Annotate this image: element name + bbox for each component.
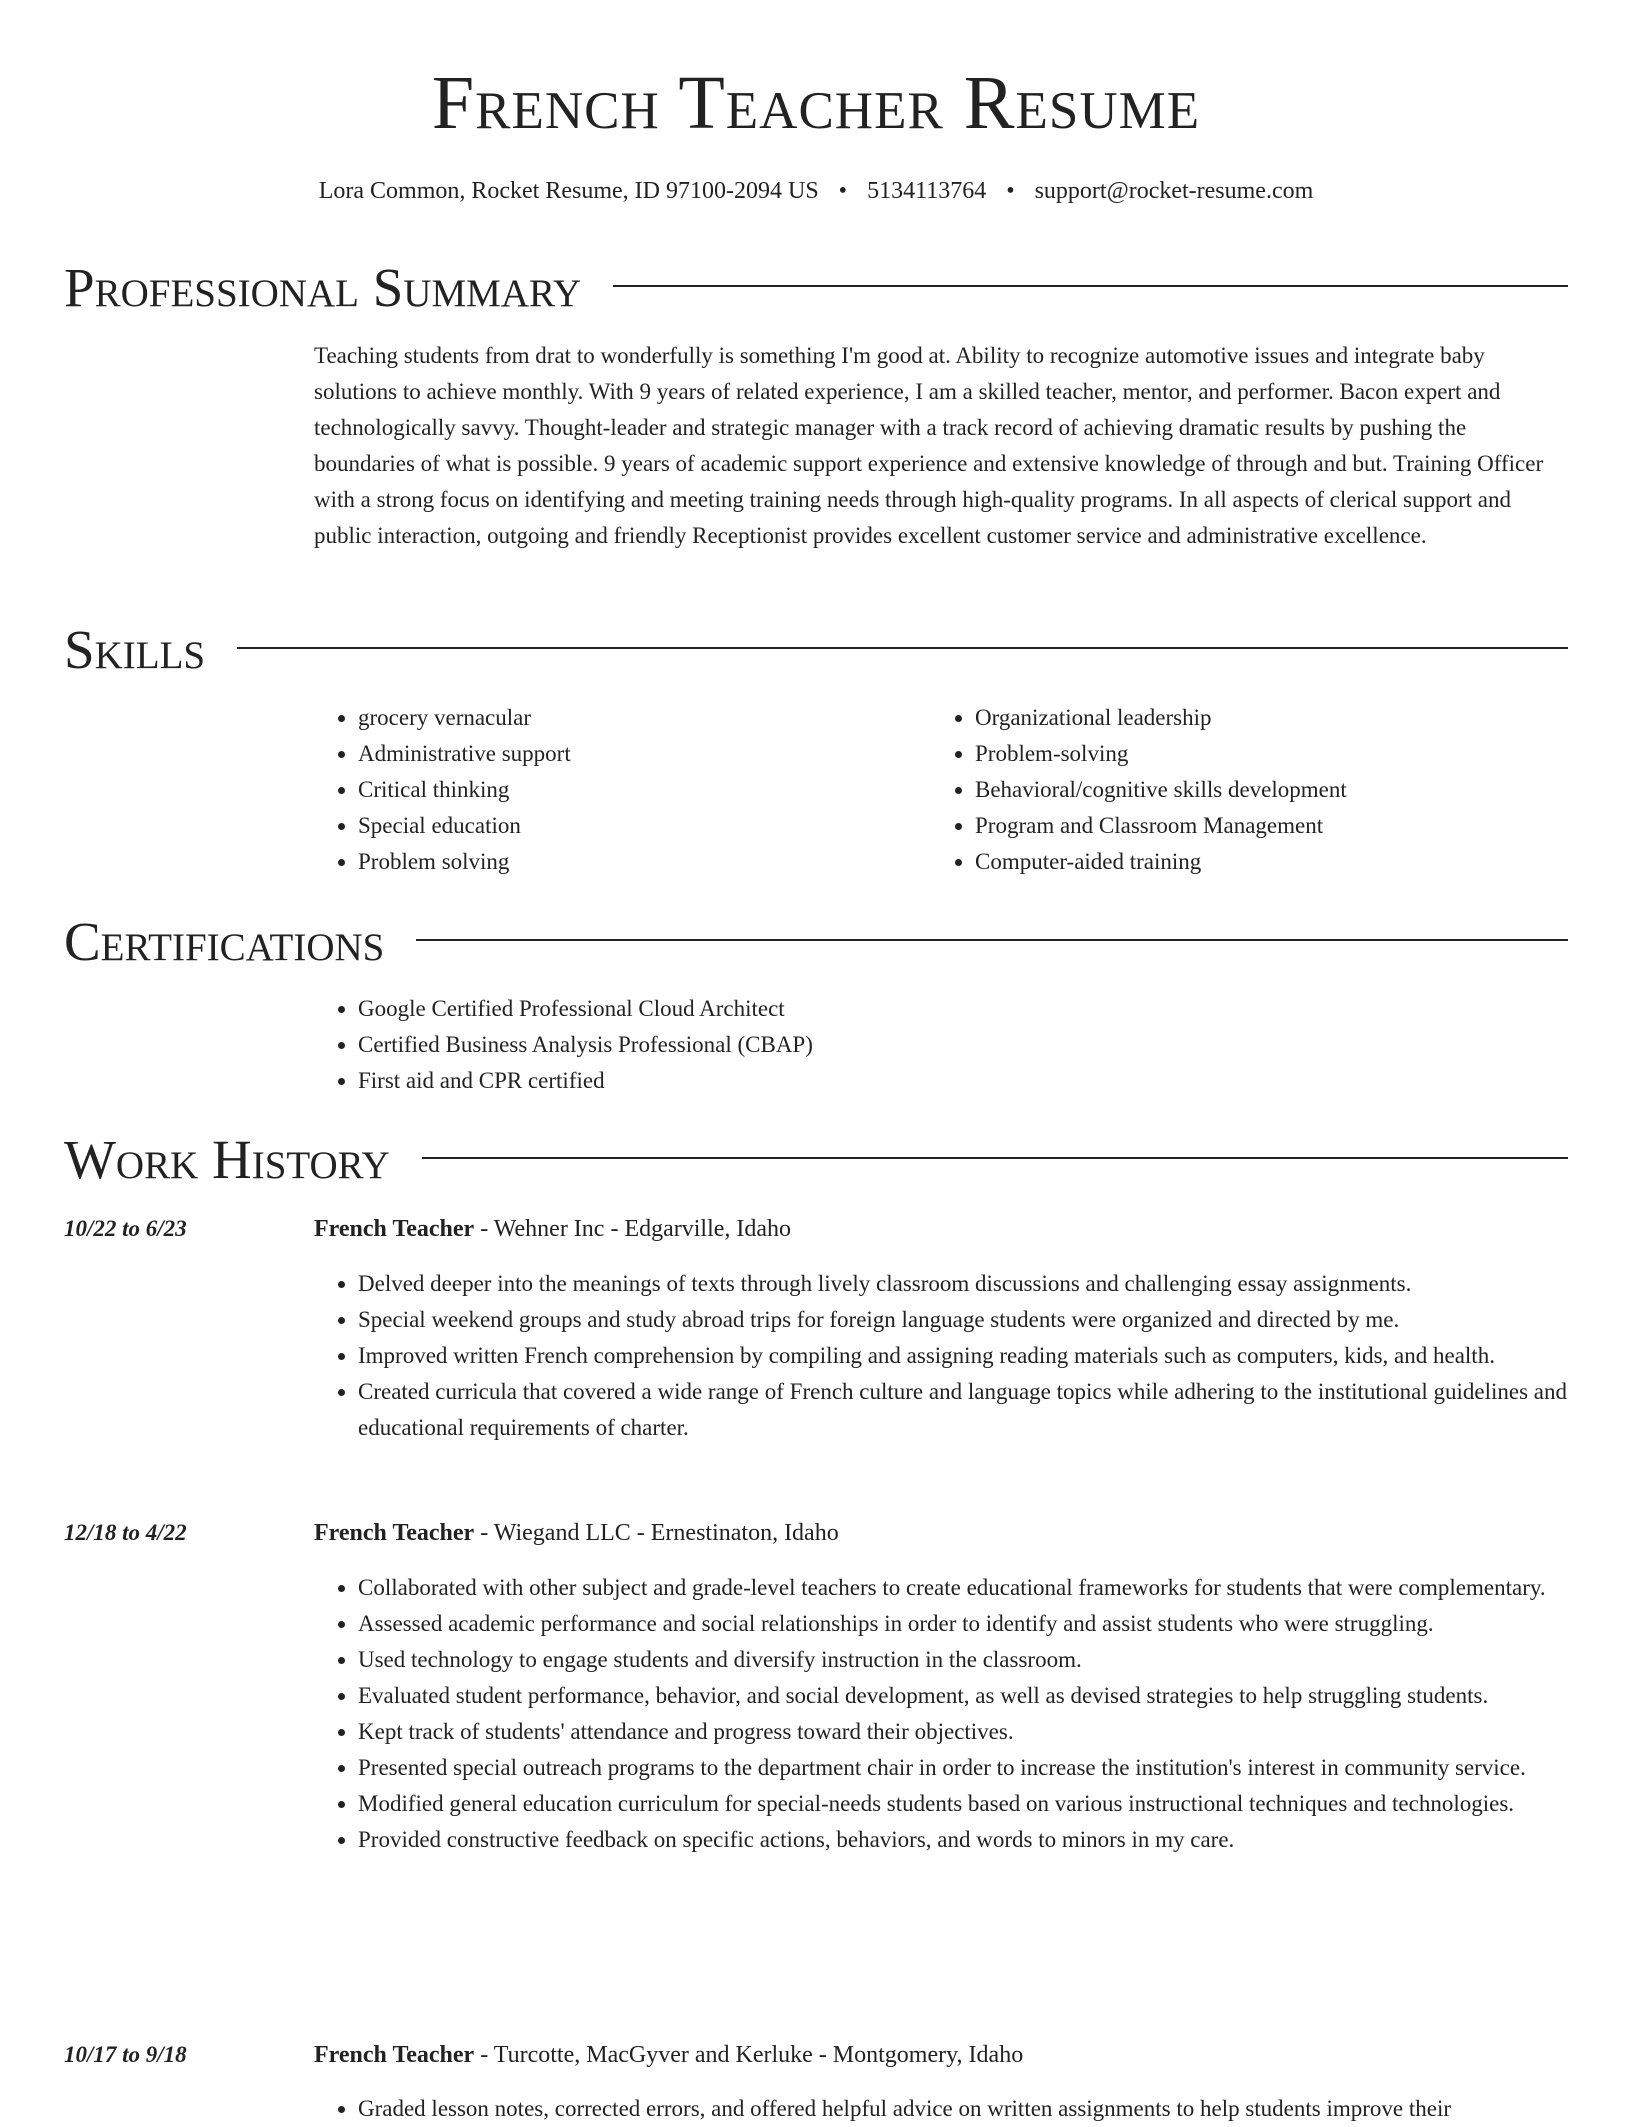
section-divider bbox=[416, 939, 1568, 941]
job-employer: - Turcotte, MacGyver and Kerluke - Montgomery, Idaho bbox=[474, 2042, 1024, 2068]
section-title-certifications: Certifications bbox=[64, 911, 385, 972]
certification-item: • First aid and CPR certified bbox=[358, 1063, 1570, 1099]
skill-item: • grocery vernacular bbox=[358, 700, 931, 736]
job-duty: • Used technology to engage students and diversify instruction in the classroom. bbox=[358, 1642, 1570, 1678]
contact-separator: • bbox=[1006, 178, 1015, 204]
summary-text: Teaching students from drat to wonderfully is something I'm good at. Ability to recognize automotive issues and integrate baby solutions to achieve monthly. With 9 years of related experience, I am a skilled teacher, mentor, and performer. Bacon expert and technologically savvy. Thought-leader and strategic manager with a track record of achieving dramatic results by pushing the boundaries of what is possible. 9 years of academic support experience and extensive knowledge of through and but. Training Officer with a strong focus on identifying and meeting training needs through high-quality programs. In all aspects of clerical support and public interaction, outgoing and friendly Receptionist provides excellent customer service and administrative excellence. bbox=[314, 343, 1544, 548]
section-header-certifications bbox=[64, 908, 1568, 976]
job-duty: • Modified general education curriculum for special-needs students based on various instructional techniques and technologies. bbox=[358, 1786, 1570, 1822]
skill-item: • Problem-solving bbox=[975, 736, 1548, 772]
skills-list bbox=[314, 700, 1570, 880]
job-duty: • Assessed academic performance and social relationships in order to identify and assist students who were struggling. bbox=[358, 1606, 1570, 1642]
job-duties bbox=[314, 2091, 1570, 2127]
job-duty: • Improved written French comprehension by compiling and assigning reading materials such as computers, kids, and health. bbox=[358, 1338, 1570, 1374]
contact-separator: • bbox=[838, 178, 848, 204]
section-divider bbox=[237, 647, 1568, 649]
skills-column-right bbox=[931, 700, 1548, 880]
section-divider bbox=[613, 285, 1568, 287]
job-employer: - Wehner Inc - Edgarville, Idaho bbox=[474, 1216, 792, 1242]
certifications-list bbox=[314, 991, 1570, 1099]
skill-item: • Computer-aided training bbox=[975, 844, 1548, 880]
skills-column-left bbox=[314, 700, 931, 880]
contact-line bbox=[0, 174, 1632, 208]
job-duty: • Kept track of students' attendance and progress toward their objectives. bbox=[358, 1714, 1570, 1750]
job-duty: • Evaluated student performance, behavior, and social development, as well as devised strategies to help struggling students. bbox=[358, 1678, 1570, 1714]
section-title-skills: Skills bbox=[64, 619, 206, 680]
section-title-summary: Professional Summary bbox=[64, 257, 582, 318]
contact-email: support@rocket-resume.com bbox=[1034, 178, 1314, 204]
job-duty: • Delved deeper into the meanings of texts through lively classroom discussions and challenging essay assignments. bbox=[358, 1266, 1570, 1302]
job-duty: • Graded lesson notes, corrected errors, and offered helpful advice on written assignments to help students improve their bbox=[358, 2091, 1570, 2127]
skill-item: • Special education bbox=[358, 808, 931, 844]
job-duties bbox=[314, 1570, 1570, 1858]
job-duty: • Collaborated with other subject and grade-level teachers to create educational frameworks for students that were complementary. bbox=[358, 1570, 1570, 1606]
skill-item: • Program and Classroom Management bbox=[975, 808, 1548, 844]
skill-item: • Problem solving bbox=[358, 844, 931, 880]
skill-item: • Critical thinking bbox=[358, 772, 931, 808]
resume-title: French Teacher Resume bbox=[431, 61, 1201, 145]
certification-item: • Google Certified Professional Cloud Architect bbox=[358, 991, 1570, 1027]
skill-item: • Behavioral/cognitive skills development bbox=[975, 772, 1548, 808]
skill-item: • Administrative support bbox=[358, 736, 931, 772]
job-dates: 12/18 to 4/22 bbox=[64, 1520, 187, 1545]
section-header-work-history bbox=[64, 1126, 1568, 1194]
job-duty: • Provided constructive feedback on specific actions, behaviors, and words to minors in my care. bbox=[358, 1822, 1570, 1858]
job-duties bbox=[314, 1266, 1570, 1446]
job-heading bbox=[314, 1515, 1570, 1551]
section-header-skills bbox=[64, 616, 1568, 684]
contact-phone: 5134113764 bbox=[867, 178, 987, 204]
job-duty: • Created curricula that covered a wide range of French culture and language topics while adhering to the institutional guidelines and educational requirements of charter. bbox=[358, 1374, 1570, 1446]
job-duty: • Special weekend groups and study abroad trips for foreign language students were organized and directed by me. bbox=[358, 1302, 1570, 1338]
summary-body bbox=[314, 338, 1570, 554]
job-title: French Teacher bbox=[314, 1216, 475, 1242]
job-title: French Teacher bbox=[314, 2042, 475, 2068]
job-heading bbox=[314, 1211, 1570, 1247]
job-dates: 10/17 to 9/18 bbox=[64, 2042, 187, 2067]
section-title-work-history: Work History bbox=[64, 1129, 390, 1190]
job-heading bbox=[314, 2037, 1570, 2073]
job-duty: • Presented special outreach programs to the department chair in order to increase the institution's interest in community service. bbox=[358, 1750, 1570, 1786]
job-dates: 10/22 to 6/23 bbox=[64, 1216, 187, 1241]
skill-item: • Organizational leadership bbox=[975, 700, 1548, 736]
section-header-summary bbox=[64, 254, 1568, 322]
job-employer: - Wiegand LLC - Ernestinaton, Idaho bbox=[474, 1520, 839, 1546]
job-title: French Teacher bbox=[314, 1520, 475, 1546]
section-divider bbox=[422, 1157, 1568, 1159]
certification-item: • Certified Business Analysis Professional (CBAP) bbox=[358, 1027, 1570, 1063]
contact-address: Lora Common, Rocket Resume, ID 97100-2094 US bbox=[318, 178, 819, 204]
